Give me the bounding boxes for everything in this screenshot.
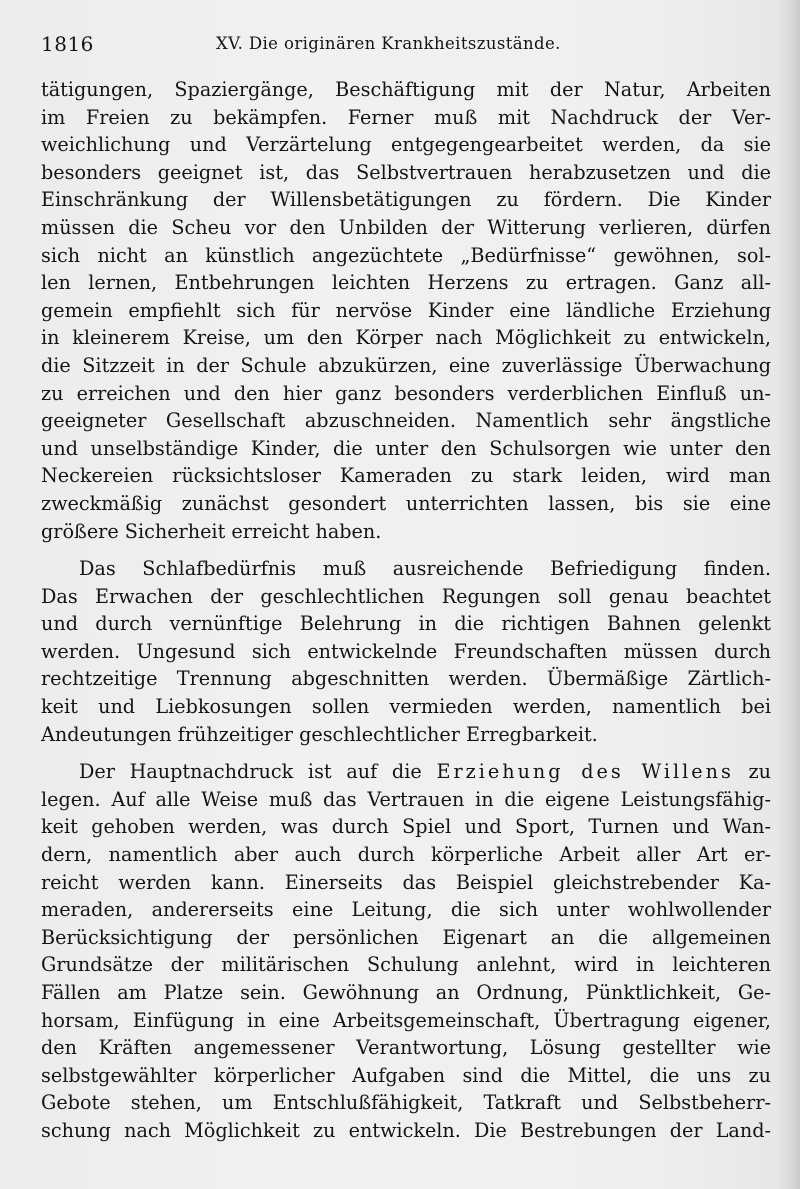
paragraph-gap [41, 545, 771, 555]
text-line: Gebote stehen, um Entschlußfähigkeit, Tatkraft und Selbstbeherr- [41, 1091, 771, 1115]
text-line: größere Sicherheit erreicht haben. [41, 519, 382, 543]
text-line: weichlichung und Verzärtelung entgegengearbeitet werden, da sie [41, 133, 771, 157]
text-line: Andeutungen frühzeitiger geschlechtlicher Erregbarkeit. [41, 722, 598, 746]
text-line-with-emphasis [41, 758, 771, 786]
text-line: selbstgewählter körperlicher Aufgaben sind die Mittel, die uns zu [41, 1063, 771, 1087]
text-line: horsam, Einfügung in eine Arbeitsgemeinschaft, Übertragung eigener, [41, 1008, 771, 1032]
text-line: Das Schlafbedürfnis muß ausreichende Befriedigung finden. [79, 557, 771, 581]
text-line: keit gehoben werden, was durch Spiel und Sport, Turnen und Wan- [41, 815, 771, 839]
text-line: Einschränkung der Willensbetätigungen zu fördern. Die Kinder [41, 188, 771, 212]
text-line: dern, namentlich aber auch durch körperliche Arbeit aller Art er- [41, 843, 771, 867]
text-line: gemein empfiehlt sich für nervöse Kinder eine ländliche Erziehung [41, 298, 771, 322]
text-line: und durch vernünftige Belehrung in die richtigen Bahnen gelenkt [41, 612, 771, 636]
text-line: sich nicht an künstlich angezüchtete „Bedürfnisse“ gewöhnen, sol- [41, 243, 771, 267]
page-number: 1816 [41, 32, 94, 56]
text-line: tätigungen, Spaziergänge, Beschäftigung mit der Natur, Arbeiten [41, 78, 771, 101]
page-edge-shadow [776, 0, 800, 1189]
text-line: geeigneter Gesellschaft abzuschneiden. Namentlich sehr ängstliche [41, 409, 771, 433]
text-line: Fällen am Platze sein. Gewöhnung an Ordnung, Pünktlichkeit, Ge- [41, 981, 771, 1004]
paragraph-gap [41, 748, 771, 758]
text-line: in kleinerem Kreise, um den Körper nach Möglichkeit zu entwickeln, [41, 326, 771, 350]
text-line: len lernen, Entbehrungen leichten Herzens zu ertragen. Ganz all- [41, 271, 771, 295]
text-span: zu [748, 760, 772, 784]
text-line: legen. Auf alle Weise muß das Vertrauen in die eigene Leistungsfähig- [41, 787, 771, 811]
text-line: und unselbständige Kinder, die unter den Schulsorgen wie unter den [41, 436, 771, 460]
paragraph-3 [41, 758, 771, 1144]
body-text [41, 76, 771, 1145]
text-line: die Sitzzeit in der Schule abzukürzen, eine zuverlässige Überwachung [41, 353, 771, 377]
text-span: Der Hauptnachdruck ist auf die [79, 760, 422, 784]
text-line: zweckmäßig zunächst gesondert unterrichten lassen, bis sie eine [41, 491, 771, 515]
text-line: Berücksichtigung der persönlichen Eigenart an die allgemeinen [41, 925, 771, 949]
text-line: rechtzeitige Trennung abgeschnitten werden. Übermäßige Zärtlich- [41, 667, 771, 691]
text-line: Neckereien rücksichtsloser Kameraden zu stark leiden, wird man [41, 464, 771, 488]
text-line: besonders geeignet ist, das Selbstvertrauen herabzusetzen und die [41, 160, 771, 184]
text-line: keit und Liebkosungen sollen vermieden werden, namentlich bei [41, 695, 771, 719]
text-line: müssen die Scheu vor den Unbilden der Witterung verlieren, dürfen [41, 215, 771, 239]
emphasized-phrase: Erziehung des Willens [436, 760, 734, 784]
text-line: Grundsätze der militärischen Schulung anlehnt, wird in leichteren [41, 953, 771, 977]
text-line: den Kräften angemessener Verantwortung, Lösung gestellter wie [41, 1036, 771, 1060]
text-line: zu erreichen und den hier ganz besonders verderblichen Einfluß un- [41, 381, 771, 405]
text-line: im Freien zu bekämpfen. Ferner muß mit Nachdruck der Ver- [41, 105, 771, 129]
page-header [41, 32, 771, 58]
text-line: schung nach Möglichkeit zu entwickeln. Die Bestrebungen der Land- [41, 1118, 771, 1142]
text-line: meraden, andererseits eine Leitung, die sich unter wohlwollender [41, 898, 771, 922]
paragraph-2 [41, 555, 771, 748]
running-head: XV. Die originären Krankheitszustände. [216, 34, 561, 53]
text-line: Das Erwachen der geschlechtlichen Regungen soll genau beachtet [41, 584, 771, 608]
text-line: reicht werden kann. Einerseits das Beispiel gleichstrebender Ka- [41, 870, 771, 894]
paragraph-1 [41, 76, 771, 545]
text-line: werden. Ungesund sich entwickelnde Freundschaften müssen durch [41, 639, 771, 663]
